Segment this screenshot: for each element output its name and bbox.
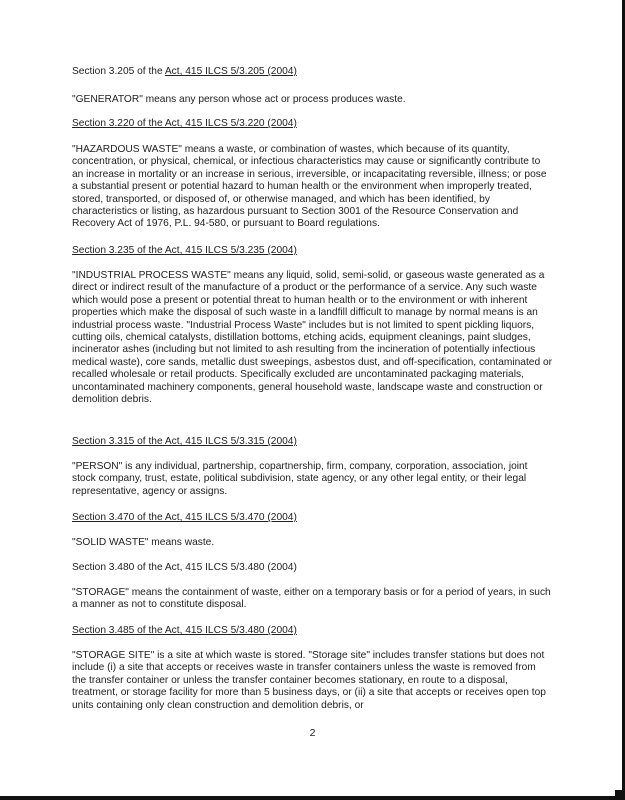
definition-hazardous-waste: "HAZARDOUS WASTE" means a waste, or combination of wastes, which because of its quantity, concentration, or physical, chemical, or infectious characteristics may cause or significantly contribute to an increase in mortality or an increase in serious, irreversible, or incapacitating reversible, illness; or pose a substantial present or potential hazard to human health or the environment when improperly treated, stored, transported, or disposed of, or otherwise managed, and which has been identified, by characteristics or listing, as hazardous pursuant to Section 3001 of the Resource Conservation and Recovery Act of 1976, P.L. 94-580, or pursuant to Board regulations. bbox=[72, 144, 547, 230]
definition-industrial-process-waste: "INDUSTRIAL PROCESS WASTE" means any liquid, solid, semi-solid, or gaseous waste generated as a direct or indirect result of the manufacture of a product or the performance of a service. Any such waste which would pose a present or potential threat to human health or to the environment or with inherent properties which make the disposal of such waste in a landfill difficult to manage by normal means is an industrial process waste. "Industrial Process Waste" includes but is not limited to spent pickling liquors, cutting oils, chemical catalysts, distillation bottoms, etching acids, equipment cleanings, paint sludges, incinerator ashes (including but not limited to ash resulting from the incineration of potentially infectious medical waste), core sands, metallic dust sweepings, asbestos dust, and off-specification, contaminated or recalled wholesale or retail products. Specifically excluded are uncontaminated packaging materials, uncontaminated machinery components, general household waste, landscape waste and construction or demolition debris. bbox=[72, 270, 553, 406]
definition-generator: "GENERATOR" means any person whose act or process produces waste. bbox=[72, 94, 406, 105]
section-heading-3-480: Section 3.480 of the Act, 415 ILCS 5/3.480 (2004) bbox=[72, 562, 297, 573]
scan-corner bbox=[615, 790, 625, 800]
section-heading-3-485: Section 3.485 of the Act, 415 ILCS 5/3.480 (2004) bbox=[72, 625, 297, 636]
section-heading-3-220: Section 3.220 of the Act, 415 ILCS 5/3.220 (2004) bbox=[72, 118, 297, 129]
page-number: 2 bbox=[309, 727, 316, 739]
section-heading-3-470: Section 3.470 of the Act, 415 ILCS 5/3.470 (2004) bbox=[72, 512, 297, 523]
definition-storage: "STORAGE" means the containment of waste, either on a temporary basis or for a period of years, in such a manner as not to constitute disposal. bbox=[72, 587, 551, 611]
definition-person: "PERSON" is any individual, partnership, copartnership, firm, company, corporation, association, joint stock company, trust, estate, political subdivision, state agency, or any other legal entity, or their legal representative, agency or assigns. bbox=[72, 461, 528, 497]
definition-storage-site: "STORAGE SITE" is a site at which waste is stored. "Storage site" includes transfer stations but does not include (i) a site that accepts or receives waste in transfer containers unless the waste is removed from the transfer container or unless the transfer container becomes stationary, en route to a disposal, treatment, or storage facility for more than 5 business days, or (ii) a site that accepts or receives open top units containing only clean construction and demolition debris, or bbox=[72, 650, 546, 711]
section-heading-3-205: Section 3.205 of the Act, 415 ILCS 5/3.205 (2004) bbox=[72, 66, 297, 77]
section-heading-3-235: Section 3.235 of the Act, 415 ILCS 5/3.235 (2004) bbox=[72, 245, 297, 256]
scan-edge-bottom bbox=[0, 796, 625, 800]
section-heading-3-315: Section 3.315 of the Act, 415 ILCS 5/3.315 (2004) bbox=[72, 436, 297, 447]
definition-solid-waste: "SOLID WASTE" means waste. bbox=[72, 537, 215, 548]
